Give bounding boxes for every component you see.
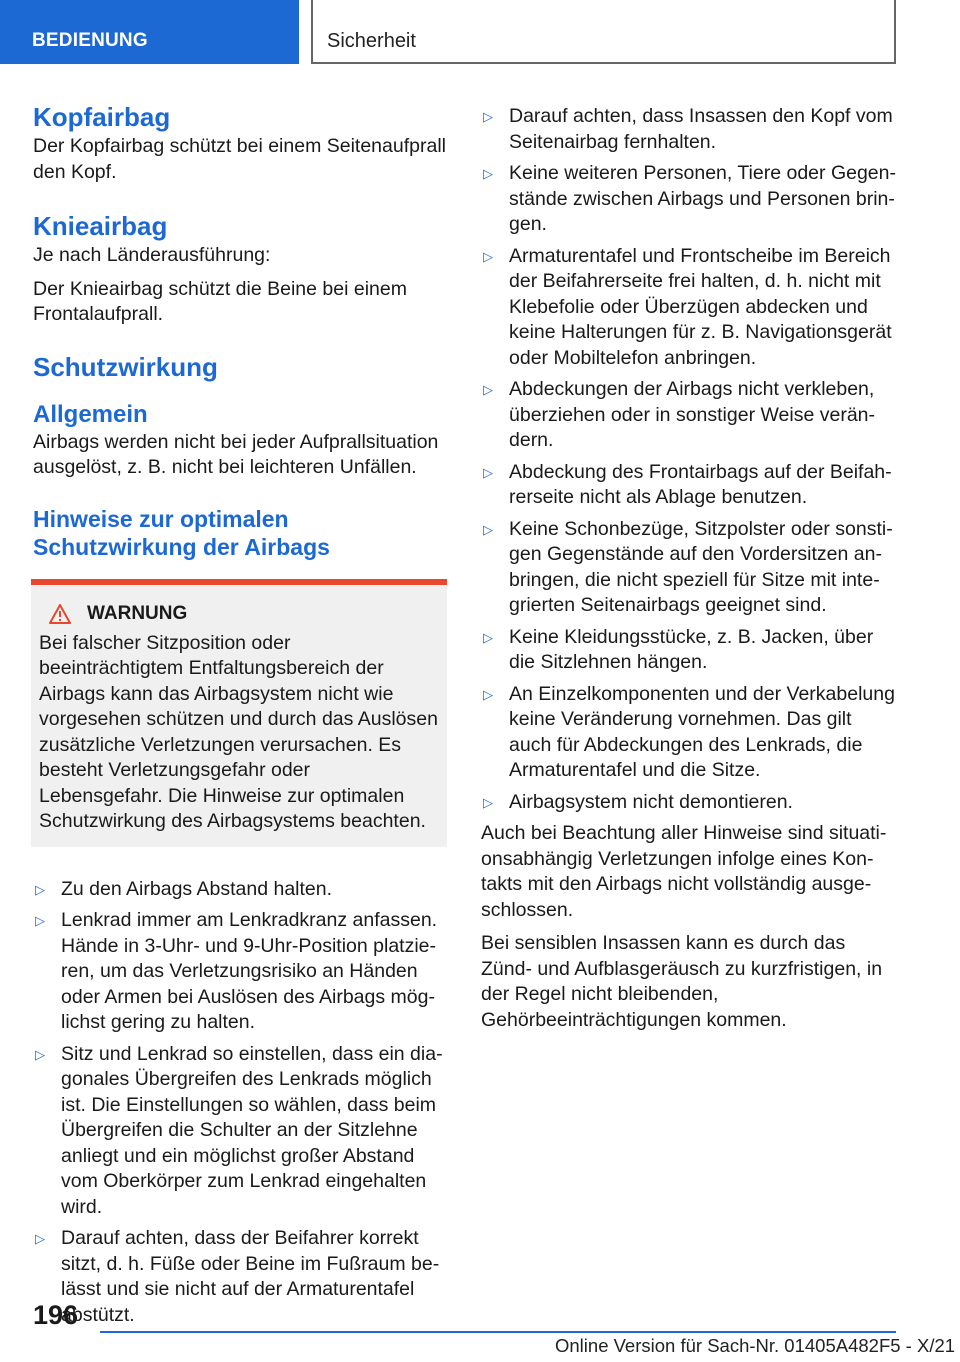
bullet-triangle-icon: ▷ (483, 109, 493, 124)
bullet-triangle-icon: ▷ (35, 913, 45, 928)
list-item: ▷ Abdeckung des Frontairbags auf der Beifahrerseite nicht als Ablage benutzen. (483, 460, 892, 508)
allgemein-text: Airbags werden nicht bei jeder Aufprallsituation ausgelöst, z. B. nicht bei leichteren Unfällen. (33, 430, 439, 478)
list-item: ▷ Armaturentafel und Frontscheibe im Bereich der Beifahrerseite frei halten, d. h. nicht mit Klebefolie oder Überzügen abdecken und keine Halterungen für z. B. Navigationsgerät oder Mobiltelefon anbringen. (483, 244, 892, 369)
list-item: ▷ Keine weiteren Personen, Tiere oder Gegenstände zwischen Airbags und Personen bringen. (483, 162, 896, 235)
warning-label: WARNUNG (87, 602, 188, 624)
heading-schutzwirkung: Schutzwirkung (33, 351, 218, 382)
left-column (33, 100, 447, 1334)
list-item: ▷ Darauf achten, dass der Beifahrer korrekt sitzt, d. h. Füße oder Beine im Fußraum belässt und sie nicht auf der Armaturentafel abstützt. (35, 1227, 440, 1326)
warning-box (31, 579, 447, 847)
knieairbag-text-1: Je nach Länderausführung: (33, 244, 271, 266)
online-version-note: Online Version für Sach-Nr. 01405A482F5 - X/21 (555, 1335, 956, 1356)
list-item: ▷ Darauf achten, dass Insassen den Kopf vom Seitenairbag fernhalten. (483, 105, 893, 153)
bullet-triangle-icon: ▷ (483, 629, 493, 645)
list-item: ▷ Zu den Airbags Abstand halten. (35, 877, 333, 900)
section-label: BEDIENUNG (32, 30, 148, 51)
bullet-triangle-icon: ▷ (483, 521, 493, 537)
page-number: 196 (33, 1300, 79, 1330)
list-item: ▷ An Einzelkomponenten und der Verkabelung keine Veränderung vornehmen. Das gilt auch für Abdeckungen des Lenkrads, die Armaturentafel und die Sitze. (483, 682, 895, 781)
warning-text: Bei falscher Sitzposition oder beeinträchtigtem Entfaltungsbereich der Airbags kann das Airbagsystem nicht wie vorgesehen schützen und durch das Auslösen zusätzliche Verletzungen verursachen. Es besteht Verletzungsgefahr oder Lebensgefahr. Die Hinweise zur optimalen Schutzwirkung des Airbagsystems beachten. (39, 631, 438, 832)
list-item: ▷ Keine Schonbezüge, Sitzpolster oder sonstigen Gegenstände auf den Vordersitzen anbringen, die nicht speziell für Sitze mit integrierten Seitenairbags geeignet sind. (483, 517, 893, 616)
bullet-triangle-icon: ▷ (483, 166, 493, 181)
left-bullet-list (33, 877, 447, 1329)
right-column (481, 104, 899, 1041)
list-item: ▷ Keine Kleidungsstücke, z. B. Jacken, über die Sitzlehnen hängen. (483, 625, 874, 673)
chapter-title: Sicherheit (327, 30, 416, 52)
bullet-triangle-icon: ▷ (483, 248, 493, 264)
closing-paragraph-1: Auch bei Beachtung aller Hinweise sind situationsabhängig Verletzungen infolge eines Kontakts mit den Airbags nicht vollständig ausgeschlossen. (481, 822, 887, 921)
bullet-triangle-icon: ▷ (483, 464, 493, 480)
list-item: ▷ Lenkrad immer am Lenkradkranz anfassen. Hände in 3-Uhr- und 9-Uhr-Position platzieren, um das Verletzungsrisiko an Händen oder Armen bei Auslösen des Airbags möglichst gering zu halten. (35, 909, 438, 1033)
list-item: ▷ Sitz und Lenkrad so einstellen, dass ein diagonales Übergreifen des Lenkrads möglich ist. Die Einstellungen so wählen, dass beim Übergreifen die Schulter an der Sitzlehne anliegt und ein möglichst großer Abstand vom Oberkörper zum Lenkrad eingehalten wird. (35, 1042, 443, 1218)
knieairbag-text-2: Der Knieairbag schützt die Beine bei einem Frontalaufprall. (33, 277, 407, 325)
bullet-triangle-icon: ▷ (483, 382, 493, 397)
list-item: ▷ Airbagsystem nicht demontieren. (483, 790, 793, 813)
bullet-triangle-icon: ▷ (35, 1231, 45, 1246)
heading-allgemein: Allgemein (33, 400, 148, 428)
right-bullet-list (481, 104, 899, 815)
bullet-triangle-icon: ▷ (35, 1046, 45, 1062)
section-tab (0, 0, 299, 64)
heading-kopfairbag: Kopfairbag (33, 102, 171, 132)
heading-hinweise: Hinweise zur optimalen Schutzwirkung der Airbags (33, 505, 330, 560)
closing-paragraph-2: Bei sensiblen Insassen kann es durch das Zünd- und Aufblasgeräusch zu kurzfristigen, in der Regel nicht bleibenden, Gehörbeeinträchtigungen kommen. (481, 932, 883, 1031)
bullet-triangle-icon: ▷ (35, 881, 45, 897)
warning-header (39, 603, 439, 625)
chapter-header (311, 0, 896, 64)
bullet-triangle-icon: ▷ (483, 794, 493, 810)
bullet-triangle-icon: ▷ (483, 686, 493, 702)
heading-knieairbag: Knieairbag (33, 211, 168, 241)
footer-divider (100, 1331, 896, 1333)
warning-triangle-icon (49, 604, 71, 624)
list-item: ▷ Abdeckungen der Airbags nicht verkleben, überziehen oder in sonstiger Weise verändern. (483, 378, 876, 451)
kopfairbag-text: Der Kopfairbag schützt bei einem Seitenaufprall den Kopf. (33, 135, 446, 183)
